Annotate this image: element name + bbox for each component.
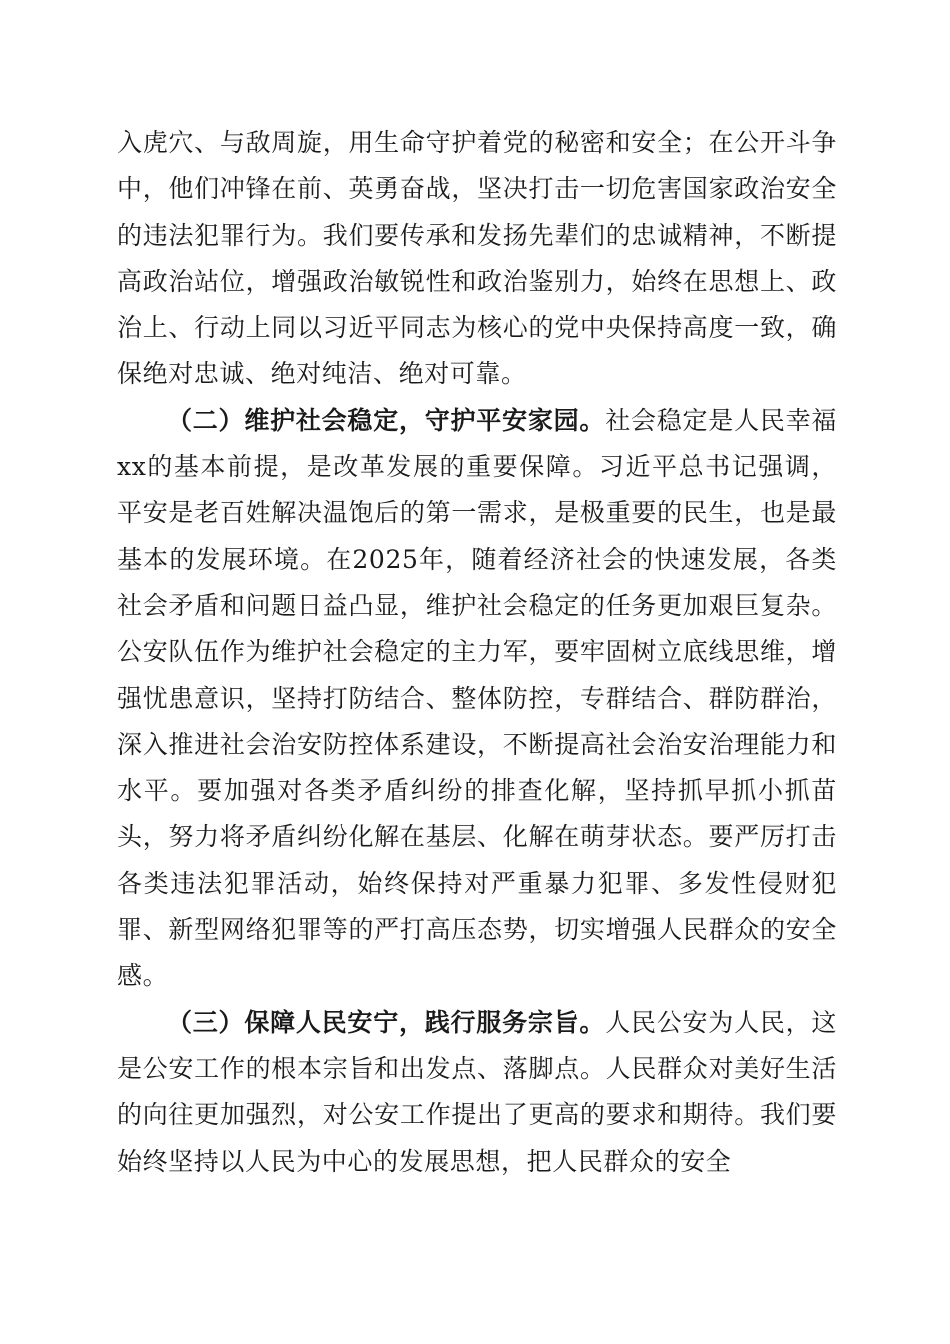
paragraph-body: 人民公安为人民，这是公安工作的根本宗旨和出发点、落脚点。人民群众对美好生活的向往更加强烈，对公安工作提出了更高的要求和期待。我们要始终坚持以人民为中心的发展思想，把人民群众的安全 [117, 1007, 837, 1176]
paragraph-continuation [117, 120, 837, 398]
section-heading: （二）维护社会稳定，守护平安家园。 [167, 405, 606, 435]
paragraph-body: 入虎穴、与敌周旋，用生命守护着党的秘密和安全；在公开斗争中，他们冲锋在前、英勇奋战，坚决打击一切危害国家政治安全的违法犯罪行为。我们要传承和发扬先辈们的忠诚精神，不断提高政治站位，增强政治敏锐性和政治鉴别力，始终在思想上、政治上、行动上同以习近平同志为核心的党中央保持高度一致，确保绝对忠诚、绝对纯洁、绝对可靠。 [117, 128, 837, 389]
section-heading: （三）保障人民安宁，践行服务宗旨。 [167, 1007, 606, 1037]
document-body [117, 120, 837, 1185]
paragraph-body: 社会稳定是人民幸福xx的基本前提，是改革发展的重要保障。习近平总书记强调，平安是老百姓解决温饱后的第一需求，是极重要的民生，也是最基本的发展环境。在2025年，随着经济社会的快速发展，各类社会矛盾和问题日益凸显，维护社会稳定的任务更加艰巨复杂。公安队伍作为维护社会稳定的主力军，要牢固树立底线思维，增强忧患意识，坚持打防结合、整体防控，专群结合、群防群治，深入推进社会治安防控体系建设，不断提高社会治安治理能力和水平。要加强对各类矛盾纠纷的排查化解，坚持抓早抓小抓苗头，努力将矛盾纠纷化解在基层、化解在萌芽状态。要严厉打击各类违法犯罪活动，始终保持对严重暴力犯罪、多发性侵财犯罪、新型网络犯罪等的严打高压态势，切实增强人民群众的安全感。 [117, 405, 837, 991]
paragraph-people-safety [117, 1000, 837, 1185]
paragraph-social-stability [117, 398, 837, 1000]
